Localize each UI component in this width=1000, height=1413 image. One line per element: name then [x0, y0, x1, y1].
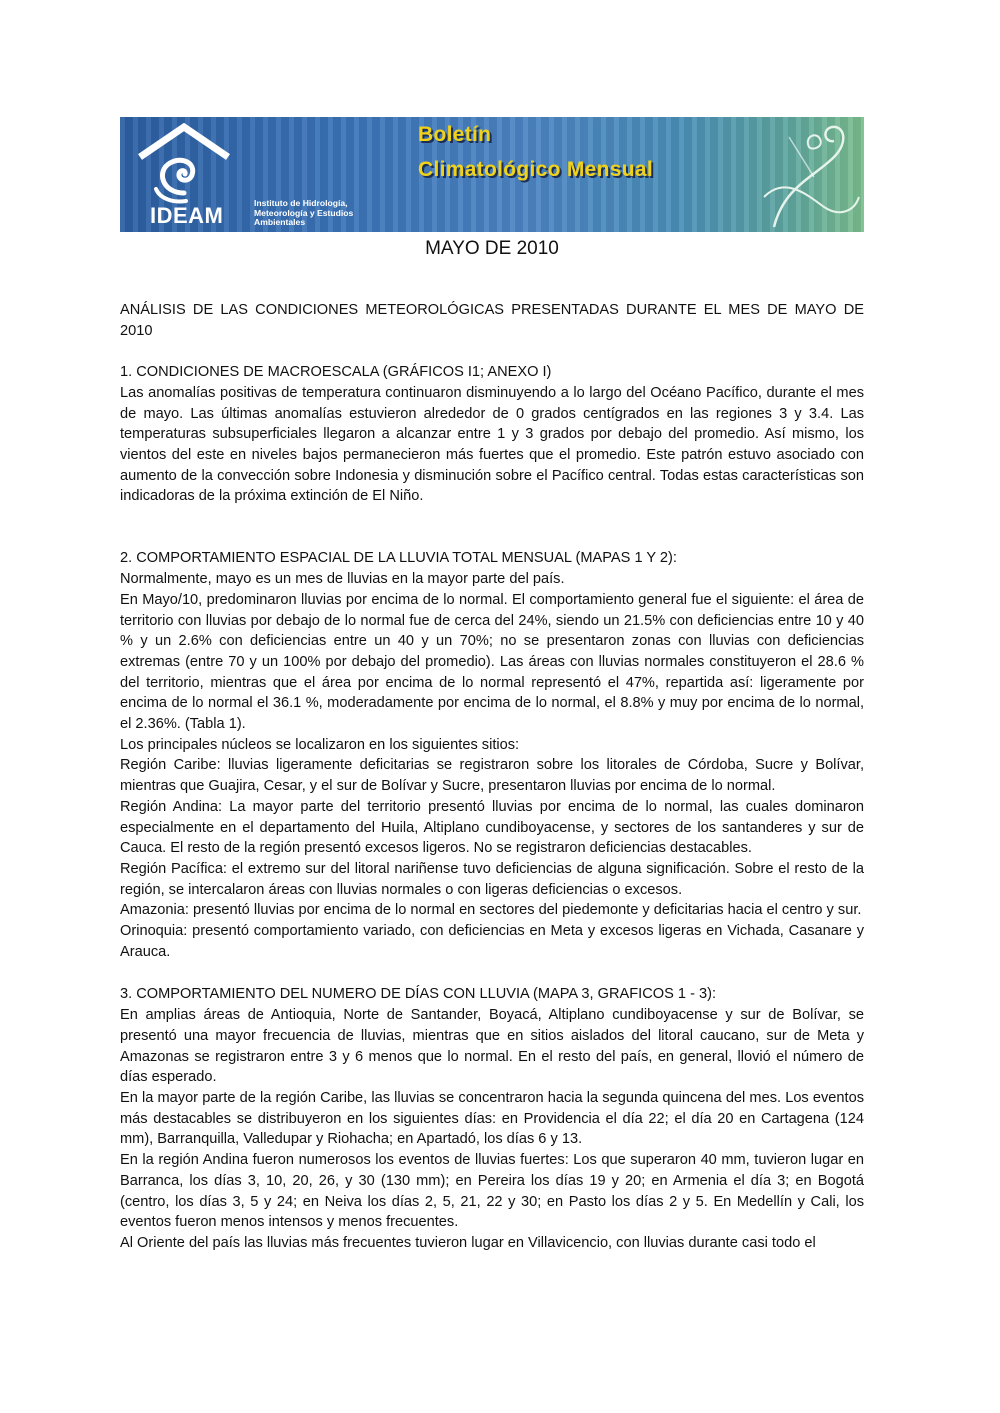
section2-paragraph: Región Pacífica: el extremo sur del litoral nariñense tuvo deficiencias de alguna significación. Sobre el resto de la región, se intercalaron áreas con lluvias normales o con ligeras deficiencias o excesos. — [120, 860, 864, 898]
section3-title: 3. COMPORTAMIENTO DEL NUMERO DE DÍAS CON LLUVIA (MAPA 3, GRAFICOS 1 - 3): — [120, 986, 717, 1003]
section1-title: 1. CONDICIONES DE MACROESCALA (GRÁFICOS I1; ANEXO I) — [120, 364, 552, 381]
institute-name: Instituto de Hidrología, Meteorología y Estudios Ambientales — [254, 198, 354, 227]
ideam-logo-icon — [134, 123, 234, 205]
section2-paragraph: Normalmente, mayo es un mes de lluvias en la mayor parte del país. — [120, 571, 565, 588]
banner-title-line2: Climatológico Mensual — [418, 158, 653, 181]
header-banner — [120, 117, 864, 232]
section2-paragraph: Región Andina: La mayor parte del territorio presentó lluvias por encima de lo normal, las cuales dominaron especialmente en el departamento del Huila, Altiplano cundiboyacense, y sectores de los santanderes y sur de Cauca. El resto de la región presentó excesos ligeros. No se registraron deficiencias destacables. — [120, 798, 864, 857]
section2-title: 2. COMPORTAMIENTO ESPACIAL DE LA LLUVIA TOTAL MENSUAL (MAPAS 1 Y 2): — [120, 550, 677, 567]
banner-title-line1: Boletín — [418, 123, 492, 146]
section3-paragraph: En la región Andina fueron numerosos los eventos de lluvias fuertes: Los que superaron 40 mm, tuvieron lugar en Barranca, los días 3, 10, 20, 26, y 30 (130 mm); en Pereira los días 19 y 20; en Armenia el día 3; en Bogotá (centro, los días 3, 5 y 24; en Neiva los días 2, 5, 21, 22 y 30; en Pasto los días 2 y 5. En Medellín y Cali, los eventos fueron menos intensos y menos frecuentes. — [120, 1152, 864, 1231]
section3-paragraph: En la mayor parte de la región Caribe, las lluvias se concentraron hacia la segunda quincena del mes. Los eventos más destacables se distribuyeron en los siguientes días: en Providencia el día 22; el día 20 en Cartagena (124 mm), Barranquilla, Valledupar y Riohacha; en Apartadó, los días 6 y 13. — [120, 1089, 864, 1148]
section2-paragraph: En Mayo/10, predominaron lluvias por encima de lo normal. El comportamiento general fue el siguiente: el área de territorio con lluvias por debajo de lo normal fue de cerca del 24%, siendo un 21.5% con deficiencias entre 10 y 40 % y un 2.6% con deficiencias entre un 40 y un 70%; no se presentaron zonas con lluvias con deficiencias extremas (entre 70 y un 100% por debajo del promedio). Las áreas con lluvias normales constituyeron el 28.6 % del territorio, mientras que el área por encima de lo normal representó el 47%, repartida así: ligeramente por encima de lo normal el 36.1 %, moderadamente por encima de lo normal, el 8.8% y muy por encima de lo normal, el 2.36%. (Tabla 1). — [120, 591, 864, 733]
section2-paragraph: Los principales núcleos se localizaron en los siguientes sitios: — [120, 736, 520, 753]
section2-paragraph: Amazonia: presentó lluvias por encima de lo normal en sectores del piedemonte y deficitarias hacia el centro y sur. — [120, 902, 862, 919]
section1-paragraph: Las anomalías positivas de temperatura continuaron disminuyendo a lo largo del Océano Pacífico, durante el mes de mayo. Las últimas anomalías estuvieron alrededor de 0 grados centígrados en las regiones 3 y 3.4. Las temperaturas subsuperficiales llegaron a alcanzar entre 1 y 3 grados por debajo del promedio. Así mismo, los vientos del este en niveles bajos permanecieron más fuertes que el promedio. Este patrón estuvo asociado con aumento de la convección sobre Indonesia y disminución sobre el Pacífico central. Todas estas características son indicadoras de la próxima extinción de El Niño. — [120, 384, 864, 505]
section3-paragraph: Al Oriente del país las lluvias más frecuentes tuvieron lugar en Villavicencio, con lluvias durante casi todo el — [120, 1234, 816, 1251]
bulletin-body — [120, 300, 864, 1254]
section3-paragraph: En amplias áreas de Antioquia, Norte de Santander, Boyacá, Altiplano cundiboyacense y sur de Bolívar, se presentó una mayor frecuencia de lluvias, mientras que en sitios aislados del litoral caucano, sur de Meta y Amazonas se registraron entre 3 y 6 menos que lo normal. En el resto del país, en general, llovió el número de días esperado. — [120, 1007, 864, 1086]
brand-name: IDEAM — [150, 203, 224, 228]
section2-paragraph: Orinoquia: presentó comportamiento variado, con deficiencias en Meta y excesos ligeras en Vichada, Casanare y Arauca. — [120, 923, 864, 960]
decorative-swirl-icon — [754, 117, 864, 232]
page-title: MAYO DE 2010 — [425, 238, 559, 259]
analysis-title: ANÁLISIS DE LAS CONDICIONES METEOROLÓGICAS PRESENTADAS DURANTE EL MES DE MAYO DE 2010 — [120, 302, 864, 339]
section2-paragraph: Región Caribe: lluvias ligeramente deficitarias se registraron sobre los litorales de Córdoba, Sucre y Bolívar, mientras que Guajira, Cesar, y el sur de Bolívar y Sucre, presentaron lluvias por encima de lo normal. — [120, 757, 864, 795]
